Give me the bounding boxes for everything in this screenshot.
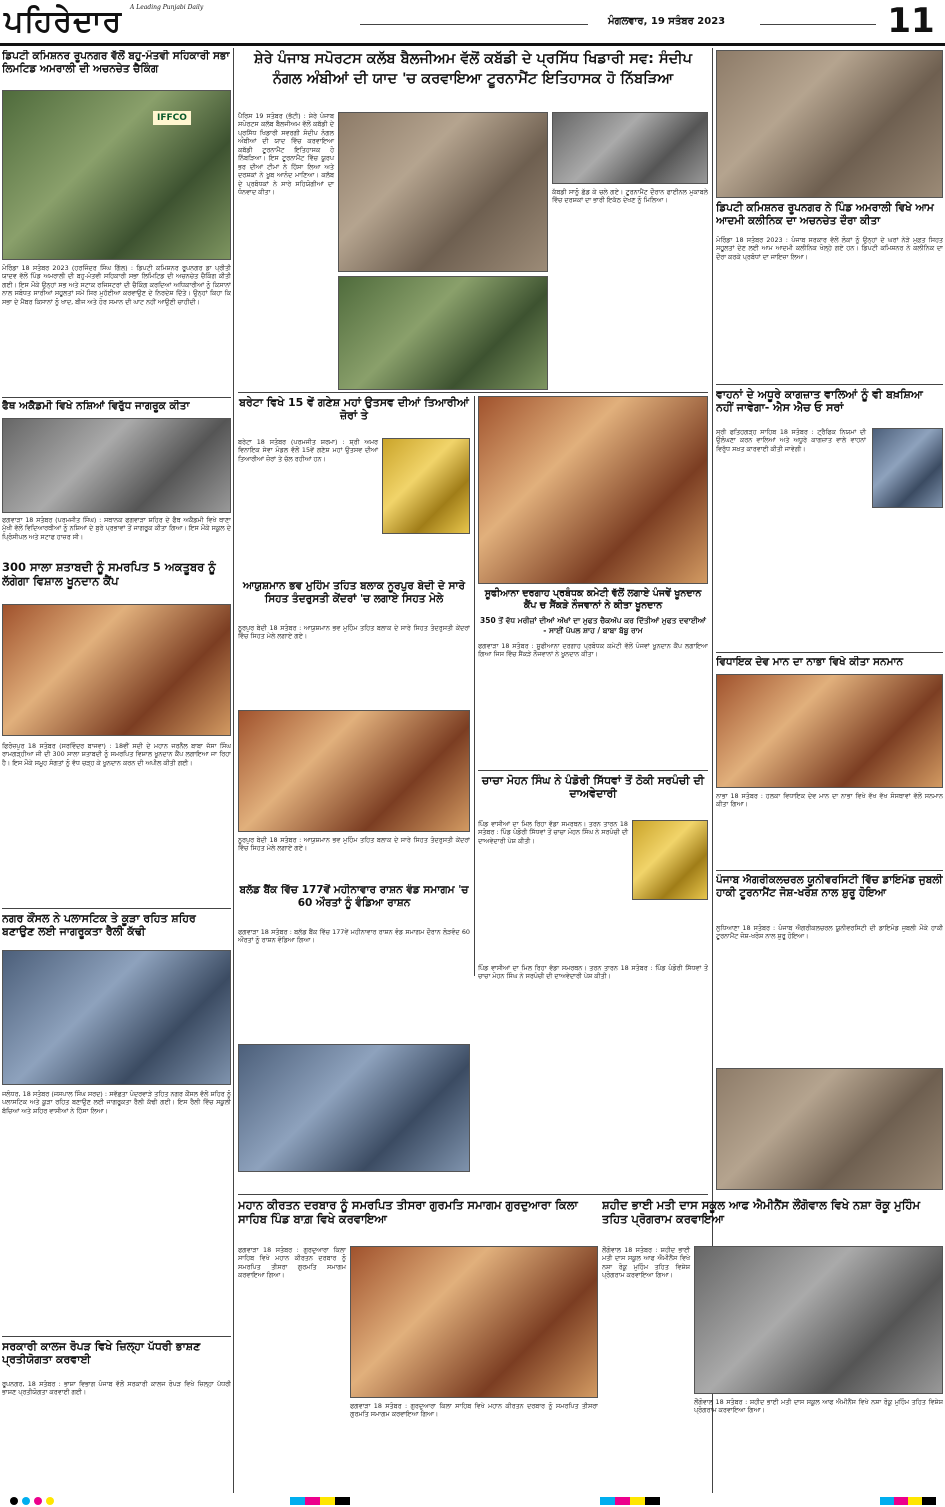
headline: ਸੂਫੀਆਨਾ ਦਰਗਾਹ ਪ੍ਰਬੰਧਕ ਕਮੇਟੀ ਵੱਲੋਂ ਲਗਾਏ ਪੰਜਵੇਂ ਖੂਨਦਾਨ ਕੈਂਪ ਚ ਸੈਂਕੜੇ ਨੌਜਵਾਨਾਂ ਨੇ ਕੀਤਾ ਖੂਨਦਾਨ — [484, 588, 702, 611]
headline: ਚਾਚਾ ਮੋਹਨ ਸਿੰਘ ਨੇ ਪੰਡੋਰੀ ਸਿੱਧਵਾਂ ਤੋਂ ਠੋਕੀ ਸਰਪੰਚੀ ਦੀ ਦਾਅਵੇਦਾਰੀ — [481, 774, 705, 801]
photo-plastic-rally — [2, 950, 231, 1085]
article-pau-hockey — [716, 874, 943, 1194]
section-rule — [238, 392, 708, 393]
photo-kabaddi-officials — [552, 112, 708, 184]
masthead-rule-right — [760, 24, 876, 25]
article-body: ਮੋਰਿੰਡਾ 18 ਸਤੰਬਰ 2023 : ਪੰਜਾਬ ਸਰਕਾਰ ਵੱਲੋਂ ਲੋਕਾਂ ਨੂੰ ਉਨ੍ਹਾਂ ਦੇ ਘਰਾਂ ਨੇੜੇ ਮੁਫ਼ਤ ਸਿਹਤ ਸਹੂਲਤਾਂ ਦੇਣ ਲਈ ਆਮ ਆਦਮੀ ਕਲੀਨਿਕ ਖੋਲ੍ਹੇ ਗਏ ਹਨ। ਡਿਪਟੀ ਕਮਿਸ਼ਨਰ ਨੇ ਕਲੀਨਿਕ ਦਾ ਦੌਰਾ ਕਰਕੇ ਪ੍ਰਬੰਧਾਂ ਦਾ ਜਾਇਜ਼ਾ ਲਿਆ। — [716, 236, 943, 261]
article-sarpanch-claim — [478, 774, 708, 1174]
article-ganesh-utsav — [238, 396, 470, 576]
photo-ganesh-idol — [382, 438, 470, 534]
article-blood-camp — [2, 604, 231, 904]
headline: ਸਰਕਾਰੀ ਕਾਲਜ ਰੋਪੜ ਵਿਖੇ ਜ਼ਿਲ੍ਹਾ ਪੱਧਰੀ ਭਾਸ਼ਣ ਪ੍ਰਤੀਯੋਗਤਾ ਕਰਵਾਈ — [2, 1340, 201, 1367]
article-body-continued: ਨੂਰਪੁਰ ਬੇਦੀ 18 ਸਤੰਬਰ : ਆਯੁਸ਼ਮਾਨ ਭਵ ਮੁਹਿੰਮ ਤਹਿਤ ਬਲਾਕ ਦੇ ਸਾਰੇ ਸਿਹਤ ਤੰਦਰੁਸਤੀ ਕੇਂਦਰਾਂ ਵਿੱਚ ਸਿਹਤ ਮੇਲੇ ਲਗਾਏ ਗਏ। — [238, 836, 470, 853]
color-bar — [290, 1497, 350, 1505]
section-rule — [2, 1336, 231, 1337]
article-body: ਲੁਧਿਆਣਾ 18 ਸਤੰਬਰ : ਪੰਜਾਬ ਐਗਰੀਕਲਚਰਲ ਯੂਨੀਵਰਸਿਟੀ ਦੀ ਡਾਇਮੰਡ ਜੁਬਲੀ ਮੌਕੇ ਹਾਕੀ ਟੂਰਨਾਮੈਂਟ ਜੋਸ਼-ਖਰੋਸ਼ ਨਾਲ ਸ਼ੁਰੂ ਹੋਇਆ। — [716, 924, 943, 941]
article-dc-cooperative-check — [2, 50, 231, 395]
article-speech-competition — [2, 1340, 231, 1490]
masthead — [0, 0, 945, 46]
section-rule — [2, 908, 231, 909]
photo-blood-donation — [478, 396, 708, 584]
section-rule — [716, 652, 943, 653]
photo-clinic-visit — [716, 50, 943, 198]
section-rule — [2, 397, 231, 398]
section-rule — [238, 1194, 708, 1195]
article-body: ਫਗਵਾੜਾ 18 ਸਤੰਬਰ : ਸੂਫੀਆਨਾ ਦਰਗਾਹ ਪ੍ਰਬੰਧਕ ਕਮੇਟੀ ਵੱਲੋਂ ਪੰਜਵਾਂ ਖੂਨਦਾਨ ਕੈਂਪ ਲਗਾਇਆ ਗਿਆ ਜਿਸ ਵਿੱਚ ਸੈਂਕੜੇ ਨੌਜਵਾਨਾਂ ਨੇ ਖੂਨਦਾਨ ਕੀਤਾ। — [478, 642, 708, 659]
photo-kabaddi-team — [338, 112, 548, 272]
article-body-continued: ਲੌਂਗੋਵਾਲ 18 ਸਤੰਬਰ : ਸ਼ਹੀਦ ਭਾਈ ਮਤੀ ਦਾਸ ਸਕੂਲ ਆਫ ਐਮੀਨੈਂਸ ਵਿਖੇ ਨਸ਼ਾ ਰੋਕੂ ਮੁਹਿੰਮ ਤਹਿਤ ਵਿਸ਼ੇਸ਼ ਪ੍ਰੋਗਰਾਮ ਕਰਵਾਇਆ ਗਿਆ। — [694, 1398, 943, 1415]
photo-gurdwara-samagam — [350, 1246, 598, 1398]
article-body: ਨੂਰਪੁਰ ਬੇਦੀ 18 ਸਤੰਬਰ : ਆਯੁਸ਼ਮਾਨ ਭਵ ਮੁਹਿੰਮ ਤਹਿਤ ਬਲਾਕ ਦੇ ਸਾਰੇ ਸਿਹਤ ਤੰਦਰੁਸਤੀ ਕੇਂਦਰਾਂ ਵਿੱਚ ਸਿਹਤ ਮੇਲੇ ਲਗਾਏ ਗਏ। — [238, 624, 470, 641]
article-body: ਮੋਰਿੰਡਾ 18 ਸਤੰਬਰ 2023 (ਹਰਜਿੰਦਰ ਸਿੰਘ ਗਿੱਲ) : ਡਿਪਟੀ ਕਮਿਸ਼ਨਰ ਰੂਪਨਗਰ ਡਾ ਪ੍ਰੀਤੀ ਯਾਦਵ ਵੱਲੋਂ ਪਿੰਡ ਅਮਰਾਲੀ ਦੀ ਬਹੁ-ਮੰਤਵੀ ਸਹਿਕਾਰੀ ਸਭਾ ਲਿਮਿਟਿਡ ਦੀ ਅਚਨਚੇਤ ਚੈਕਿੰਗ ਕੀਤੀ ਗਈ। ਇਸ ਮੌਕੇ ਉਨ੍ਹਾਂ ਸਭ ਅਤੇ ਸਟਾਕ ਰਜਿਸਟਰਾਂ ਦੀ ਚੈਕਿੰਗ ਕਰਦਿਆਂ ਅਧਿਕਾਰੀਆਂ ਨੂੰ ਕਿਸਾਨਾਂ ਨਾਲ ਸਬੰਧਤ ਸਾਰੀਆਂ ਸਹੂਲਤਾਂ ਸਮੇਂ ਸਿਰ ਮੁਹੱਈਆ ਕਰਵਾਉਣ ਦੇ ਨਿਰਦੇਸ਼ ਦਿੱਤੇ। ਉਨ੍ਹਾਂ ਕਿਹਾ ਕਿ ਸਭਾ ਦੇ ਮੈਂਬਰ ਕਿਸਾਨਾਂ ਨੂੰ ਖਾਦ, ਬੀਜ ਅਤੇ ਹੋਰ ਸਮਾਨ ਦੀ ਘਾਟ ਨਹੀਂ ਆਉਣੀ ਚਾਹੀਦੀ। — [2, 264, 231, 306]
section-rule — [478, 770, 708, 771]
article-vehicle-documents — [716, 388, 943, 648]
photo-hockey-inauguration — [716, 1068, 943, 1190]
registration-mark — [10, 1497, 18, 1505]
headline: ਪੰਜਾਬ ਐਗਰੀਕਲਚਰਲ ਯੂਨੀਵਰਸਿਟੀ ਵਿੱਚ ਡਾਇਮੰਡ ਜੁਬਲੀ ਹਾਕੀ ਟੂਰਨਾਮੈਂਟ ਜੋਸ਼-ਖਰੋਸ਼ ਨਾਲ ਸ਼ੁਰੂ ਹੋਇਆ — [716, 874, 943, 899]
article-plastic-rally — [2, 912, 231, 1332]
column-rule — [233, 48, 234, 1493]
page-number: 11 — [887, 1, 935, 41]
article-faith-academy — [2, 400, 231, 600]
masthead-name: ਪਹਿਰੇਦਾਰ — [4, 4, 123, 39]
photo-health-fair — [238, 710, 470, 832]
headline: 300 ਸਾਲਾ ਸ਼ਤਾਬਦੀ ਨੂੰ ਸਮਰਪਿਤ 5 ਅਕਤੂਬਰ ਨੂੰ ਲੱਗੇਗਾ ਵਿਸ਼ਾਲ ਖੂਨਦਾਨ ਕੈਂਪ — [2, 560, 216, 589]
article-body: ਰੂਪਨਗਰ, 18 ਸਤੰਬਰ : ਭਾਸ਼ਾ ਵਿਭਾਗ ਪੰਜਾਬ ਵੱਲੋਂ ਸਰਕਾਰੀ ਕਾਲਜ ਰੋਪੜ ਵਿਖੇ ਜ਼ਿਲ੍ਹਾ ਪੱਧਰੀ ਭਾਸ਼ਣ ਪ੍ਰਤੀਯੋਗਤਾ ਕਰਵਾਈ ਗਈ। — [2, 1380, 231, 1397]
article-body-continued: ਫਗਵਾੜਾ 18 ਸਤੰਬਰ : ਗੁਰਦੁਆਰਾ ਕਿਲਾ ਸਾਹਿਬ ਵਿਖੇ ਮਹਾਨ ਕੀਰਤਨ ਦਰਬਾਰ ਨੂੰ ਸਮਰਪਿਤ ਤੀਸਰਾ ਗੁਰਮਤਿ ਸਮਾਗਮ ਕਰਵਾਇਆ ਗਿਆ। — [350, 1402, 598, 1419]
article-body: ਜਲੰਧਰ, 18 ਸਤੰਬਰ (ਜਸਪਾਲ ਸਿੰਘ ਸਰਦ) : ਸਵੱਛਤਾ ਪੰਦਰਵਾੜੇ ਤਹਿਤ ਨਗਰ ਕੌਂਸਲ ਵੱਲੋਂ ਸ਼ਹਿਰ ਨੂੰ ਪਲਾਸਟਿਕ ਅਤੇ ਕੂੜਾ ਰਹਿਤ ਬਣਾਉਣ ਲਈ ਜਾਗਰੂਕਤਾ ਰੈਲੀ ਕੱਢੀ ਗਈ। ਇਸ ਰੈਲੀ ਵਿੱਚ ਸਕੂਲੀ ਬੱਚਿਆਂ ਅਤੇ ਸ਼ਹਿਰ ਵਾਸੀਆਂ ਨੇ ਹਿੱਸਾ ਲਿਆ। — [2, 1090, 231, 1115]
photo-blood-camp — [2, 604, 231, 736]
registration-mark — [46, 1497, 54, 1505]
article-body: ਫਗਵਾੜਾ 18 ਸਤੰਬਰ : ਬਲੱਡ ਬੈਂਕ ਵਿੱਚ 177ਵੇਂ ਮਹੀਨਾਵਾਰ ਰਾਸ਼ਨ ਵੰਡ ਸਮਾਗਮ ਦੌਰਾਨ ਲੋੜਵੰਦ 60 ਔਰਤਾਂ ਨੂੰ ਰਾਸ਼ਨ ਵੰਡਿਆ ਗਿਆ। — [238, 928, 470, 945]
article-body: ਨਾਭਾ 18 ਸਤੰਬਰ : ਹਲਕਾ ਵਿਧਾਇਕ ਦੇਵ ਮਾਨ ਦਾ ਨਾਭਾ ਵਿਖੇ ਵੱਖ ਵੱਖ ਸੰਸਥਾਵਾਂ ਵੱਲੋਂ ਸਨਮਾਨ ਕੀਤਾ ਗਿਆ। — [716, 792, 943, 809]
headline: ਬਰੇਟਾ ਵਿਖੇ 15 ਵੇਂ ਗਣੇਸ਼ ਮਹਾਂ ਉਤਸਵ ਦੀਆਂ ਤਿਆਰੀਆਂ ਜ਼ੋਰਾਂ ਤੇ — [239, 396, 469, 423]
article-sufiana-camp — [478, 396, 708, 766]
photo-dc-cooperative — [2, 90, 231, 260]
headline: ਮਹਾਨ ਕੀਰਤਨ ਦਰਬਾਰ ਨੂੰ ਸਮਰਪਿਤ ਤੀਸਰਾ ਗੁਰਮਤਿ ਸਮਾਗਮ ਗੁਰਦੁਆਰਾ ਕਿਲਾ ਸਾਹਿਬ ਪਿੰਡ ਬਾਗ਼ ਵਿਖੇ ਕਰਵਾਇਆ — [238, 1198, 578, 1227]
article-body-continued: ਪਿੰਡ ਵਾਸੀਆਂ ਦਾ ਮਿਲ ਰਿਹਾ ਵੱਡਾ ਸਮਰਥਨ। ਤਰਨ ਤਾਰਨ 18 ਸਤੰਬਰ : ਪਿੰਡ ਪੰਡੋਰੀ ਸਿੱਧਵਾਂ ਤੋਂ ਚਾਚਾ ਮੋਹਨ ਸਿੰਘ ਨੇ ਸਰਪੰਚੀ ਦੀ ਦਾਅਵੇਦਾਰੀ ਪੇਸ਼ ਕੀਤੀ। — [478, 964, 708, 981]
color-bar — [600, 1497, 660, 1505]
article-ration-distribution — [238, 884, 470, 1174]
headline: ਫੈਥ ਅਕੈਡਮੀ ਵਿਖੇ ਨਸ਼ਿਆਂ ਵਿਰੁੱਧ ਜਾਗਰੂਕ ਕੀਤਾ — [2, 400, 190, 412]
headline: ਨਗਰ ਕੌਂਸਲ ਨੇ ਪਲਾਸਟਿਕ ਤੇ ਕੂੜਾ ਰਹਿਤ ਸ਼ਹਿਰ ਬਣਾਉਣ ਲਈ ਜਾਗਰੂਕਤਾ ਰੈਲੀ ਕੱਢੀ — [2, 912, 196, 939]
section-rule — [716, 870, 943, 871]
article-aam-aadmi-clinic — [716, 50, 943, 380]
headline: ਸ਼ਹੀਦ ਭਾਈ ਮਤੀ ਦਾਸ ਸਕੂਲ ਆਫ ਐਮੀਨੈਂਸ ਲੌਂਗੋਵਾਲ ਵਿਖੇ ਨਸ਼ਾ ਰੋਕੂ ਮੁਹਿੰਮ ਤਹਿਤ ਪ੍ਰੋਗਰਾਮ ਕਰਵਾਇਆ — [602, 1198, 921, 1227]
headline: ਵਾਹਨਾਂ ਦੇ ਅਧੂਰੇ ਕਾਗਜ਼ਾਤ ਵਾਲਿਆਂ ਨੂੰ ਵੀ ਬਖ਼ਸ਼ਿਆ ਨਹੀਂ ਜਾਵੇਗਾ- ਐਸ ਐਚ ਓ ਸਰਾਂ — [716, 388, 923, 415]
iffco-logo: IFFCO — [153, 111, 191, 125]
headline: ਬਲੱਡ ਬੈਂਕ ਵਿੱਚ 177ਵੇਂ ਮਹੀਨਾਵਾਰ ਰਾਸ਼ਨ ਵੰਡ ਸਮਾਗਮ 'ਚ 60 ਔਰਤਾਂ ਨੂੰ ਵੰਡਿਆ ਰਾਸ਼ਨ — [239, 884, 469, 909]
headline: ਵਿਧਾਇਕ ਦੇਵ ਮਾਨ ਦਾ ਨਾਭਾ ਵਿਖੇ ਕੀਤਾ ਸਨਮਾਨ — [716, 656, 904, 668]
article-body: ਫਗਵਾੜਾ 18 ਸਤੰਬਰ : ਗੁਰਦੁਆਰਾ ਕਿਲਾ ਸਾਹਿਬ ਵਿਖੇ ਮਹਾਨ ਕੀਰਤਨ ਦਰਬਾਰ ਨੂੰ ਸਮਰਪਿਤ ਤੀਸਰਾ ਗੁਰਮਤਿ ਸਮਾਗਮ ਕਰਵਾਇਆ ਗਿਆ। — [238, 1246, 346, 1280]
article-kabaddi-lead — [238, 50, 708, 390]
section-rule — [716, 384, 943, 385]
article-anti-drug-program — [602, 1198, 943, 1493]
photo-mohan-singh — [632, 820, 708, 900]
article-body: ਫਗਵਾੜਾ 18 ਸਤੰਬਰ (ਪਰਮਜੀਤ ਸਿੰਘ) : ਸਥਾਨਕ ਫਗਵਾੜਾ ਸ਼ਹਿਰ ਦੇ ਫੈਥ ਅਕੈਡਮੀ ਵਿਖੇ ਥਾਣਾ ਮੁੱਖੀ ਵੱਲੋਂ ਵਿਦਿਆਰਥੀਆਂ ਨੂੰ ਨਸ਼ਿਆਂ ਦੇ ਬੁਰੇ ਪ੍ਰਭਾਵਾਂ ਤੋਂ ਜਾਗਰੂਕ ਕੀਤਾ ਗਿਆ। ਇਸ ਮੌਕੇ ਸਕੂਲ ਦੇ ਪ੍ਰਿੰਸੀਪਲ ਅਤੇ ਸਟਾਫ ਹਾਜ਼ਰ ਸੀ। — [2, 516, 231, 541]
registration-mark — [34, 1497, 42, 1505]
lead-body-continued: ਕੱਬਡੀ ਸਾਨੂੰ ਛੱਡ ਕੇ ਚਲੇ ਗਏ। ਟੂਰਨਾਮੈਂਟ ਦੌਰਾਨ ਫਾਈਨਲ ਮੁਕਾਬਲੇ ਵਿੱਚ ਦਰਸ਼ਕਾਂ ਦਾ ਭਾਰੀ ਇਕੱਠ ਦੇਖਣ ਨੂੰ ਮਿਲਿਆ। — [552, 188, 708, 205]
article-body: ਸ੍ਰੀ ਫਤਿਹਗੜ੍ਹ ਸਾਹਿਬ 18 ਸਤੰਬਰ : ਟ੍ਰੈਫਿਕ ਨਿਯਮਾਂ ਦੀ ਉਲੰਘਣਾ ਕਰਨ ਵਾਲਿਆਂ ਅਤੇ ਅਧੂਰੇ ਕਾਗਜ਼ਾਤ ਵਾਲੇ ਵਾਹਨਾਂ ਵਿਰੁੱਧ ਸਖ਼ਤ ਕਾਰਵਾਈ ਕੀਤੀ ਜਾਵੇਗੀ। — [716, 428, 866, 453]
footer-registration — [0, 1495, 945, 1507]
lead-body: ਪੈਰਿਸ 19 ਸਤੰਬਰ (ਭੱਟੀ) : ਸ਼ੇਰੇ ਪੰਜਾਬ ਸਪੋਰਟਸ ਕਲੱਬ ਬੈਲਜੀਅਮ ਵੱਲੋਂ ਕਬੱਡੀ ਦੇ ਪ੍ਰਸਿੱਧ ਖਿਡਾਰੀ ਸਵਰਗੀ ਸੰਦੀਪ ਨੰਗਲ ਅੰਬੀਆਂ ਦੀ ਯਾਦ ਵਿੱਚ ਕਰਵਾਇਆ ਕਬੱਡੀ ਟੂਰਨਾਮੈਂਟ ਇਤਿਹਾਸਕ ਹੋ ਨਿੱਬੜਿਆ। ਇਸ ਟੂਰਨਾਮੈਂਟ ਵਿੱਚ ਯੂਰਪ ਭਰ ਦੀਆਂ ਟੀਮਾਂ ਨੇ ਹਿੱਸਾ ਲਿਆ ਅਤੇ ਦਰਸ਼ਕਾਂ ਨੇ ਖੂਬ ਆਨੰਦ ਮਾਣਿਆ। ਕਲੱਬ ਦੇ ਪ੍ਰਬੰਧਕਾਂ ਨੇ ਸਾਰੇ ਸਹਿਯੋਗੀਆਂ ਦਾ ਧੰਨਵਾਦ ਕੀਤਾ। — [238, 112, 334, 197]
photo-faith-academy — [2, 418, 231, 513]
article-body: ਲੌਂਗੋਵਾਲ 18 ਸਤੰਬਰ : ਸ਼ਹੀਦ ਭਾਈ ਮਤੀ ਦਾਸ ਸਕੂਲ ਆਫ ਐਮੀਨੈਂਸ ਵਿਖੇ ਨਸ਼ਾ ਰੋਕੂ ਮੁਹਿੰਮ ਤਹਿਤ ਵਿਸ਼ੇਸ਼ ਪ੍ਰੋਗਰਾਮ ਕਰਵਾਇਆ ਗਿਆ। — [602, 1246, 690, 1280]
photo-sho — [872, 428, 943, 508]
masthead-date: ਮੰਗਲਵਾਰ, 19 ਸਤੰਬਰ 2023 — [608, 16, 726, 27]
masthead-tagline: A Leading Punjabi Daily — [130, 4, 204, 11]
headline: ਡਿਪਟੀ ਕਮਿਸ਼ਨਰ ਰੂਪਨਗਰ ਨੇ ਪਿੰਡ ਅਮਰਾਲੀ ਵਿਖੇ ਆਮ ਆਦਮੀ ਕਲੀਨਿਕ ਦਾ ਅਚਨਚੇਤ ਦੌਰਾ ਕੀਤਾ — [716, 202, 934, 227]
article-body: ਪਿੰਡ ਵਾਸੀਆਂ ਦਾ ਮਿਲ ਰਿਹਾ ਵੱਡਾ ਸਮਰਥਨ। ਤਰਨ ਤਾਰਨ 18 ਸਤੰਬਰ : ਪਿੰਡ ਪੰਡੋਰੀ ਸਿੱਧਵਾਂ ਤੋਂ ਚਾਚਾ ਮੋਹਨ ਸਿੰਘ ਨੇ ਸਰਪੰਚੀ ਦੀ ਦਾਅਵੇਦਾਰੀ ਪੇਸ਼ ਕੀਤੀ। — [478, 820, 628, 845]
lead-headline: ਸ਼ੇਰੇ ਪੰਜਾਬ ਸਪੋਰਟਸ ਕਲੱਬ ਬੈਲਜੀਅਮ ਵੱਲੋਂ ਕਬੱਡੀ ਦੇ ਪ੍ਰਸਿੱਧ ਖਿਡਾਰੀ ਸਵ: ਸੰਦੀਪ ਨੰਗਲ ਅੰਬੀਆਂ ਦੀ ਯਾਦ 'ਚ ਕਰਵਾਇਆ ਟੂਰਨਾਮੈਂਟ ਇਤਿਹਾਸਕ ਹੋ ਨਿੱਬੜਿਆ — [254, 51, 692, 87]
photo-school-program — [694, 1246, 943, 1394]
article-ayushman-bhav — [238, 580, 470, 880]
article-body: ਫਿਰੋਜ਼ਪੁਰ 18 ਸਤੰਬਰ (ਸਰਵਿੰਦਰ ਬਾਜਵਾ) : 18ਵੀਂ ਸਦੀ ਦੇ ਮਹਾਨ ਜਰਨੈਲ ਬਾਬਾ ਜੱਸਾ ਸਿੰਘ ਰਾਮਗੜ੍ਹੀਆ ਜੀ ਦੀ 300 ਸਾਲਾ ਸ਼ਤਾਬਦੀ ਨੂੰ ਸਮਰਪਿਤ ਵਿਸ਼ਾਲ ਖੂਨਦਾਨ ਕੈਂਪ ਲਗਾਇਆ ਜਾ ਰਿਹਾ ਹੈ। ਇਸ ਮੌਕੇ ਸਮੂਹ ਸੰਗਤਾਂ ਨੂੰ ਵੱਧ ਚੜ੍ਹ ਕੇ ਖੂਨਦਾਨ ਕਰਨ ਦੀ ਅਪੀਲ ਕੀਤੀ ਗਈ। — [2, 742, 231, 767]
article-gurmat-samagam — [238, 1198, 598, 1493]
registration-mark — [22, 1497, 30, 1505]
subhead: 350 ਤੋਂ ਵੱਧ ਮਰੀਜ਼ਾਂ ਦੀਆਂ ਅੱਖਾਂ ਦਾ ਮੁਫਤ ਚੈਕਅੱਪ ਕਰ ਦਿੱਤੀਆਂ ਮੁਫਤ ਦਵਾਈਆਂ - ਸਾਈਂ ਪੱਪਲ ਸ਼ਾਹ / ਬਾਬਾ ਬੱਬੂ ਰਾਮ — [480, 616, 706, 635]
masthead-rule-left — [360, 24, 588, 25]
color-bar — [880, 1497, 936, 1505]
article-body: ਬਰੇਟਾ 18 ਸਤੰਬਰ (ਪਰਮਜੀਤ ਸ਼ਰਮਾ) : ਸ਼੍ਰੀ ਅਮਰ ਵਿਨਾਇਕ ਸੇਵਾ ਮੰਡਲ ਵੱਲੋਂ 15ਵੇਂ ਗਣੇਸ਼ ਮਹਾਂ ਉਤਸਵ ਦੀਆਂ ਤਿਆਰੀਆਂ ਜ਼ੋਰਾਂ ਤੇ ਚੱਲ ਰਹੀਆਂ ਹਨ। — [238, 438, 378, 463]
photo-ration-event — [238, 1044, 470, 1172]
article-mla-honour — [716, 656, 943, 866]
photo-mla-honour — [716, 674, 943, 788]
column-rule — [474, 396, 475, 976]
headline: ਆਯੁਸ਼ਮਾਨ ਭਵ ਮੁਹਿੰਮ ਤਹਿਤ ਬਲਾਕ ਨੂਰਪੁਰ ਬੇਦੀ ਦੇ ਸਾਰੇ ਸਿਹਤ ਤੰਦਰੁਸਤੀ ਕੇਂਦਰਾਂ 'ਚ ਲਗਾਏ ਸਿਹਤ ਮੇਲੇ — [242, 580, 466, 605]
photo-kabaddi-crowd — [338, 276, 548, 390]
headline: ਡਿਪਟੀ ਕਮਿਸ਼ਨਰ ਰੂਪਨਗਰ ਵੱਲੋਂ ਬਹੁ-ਮੰਤਵੀ ਸਹਿਕਾਰੀ ਸਭਾ ਲਿਮਟਿਡ ਅਮਰਾਲੀ ਦੀ ਅਚਨਚੇਤ ਚੈਕਿੰਗ — [2, 50, 230, 75]
